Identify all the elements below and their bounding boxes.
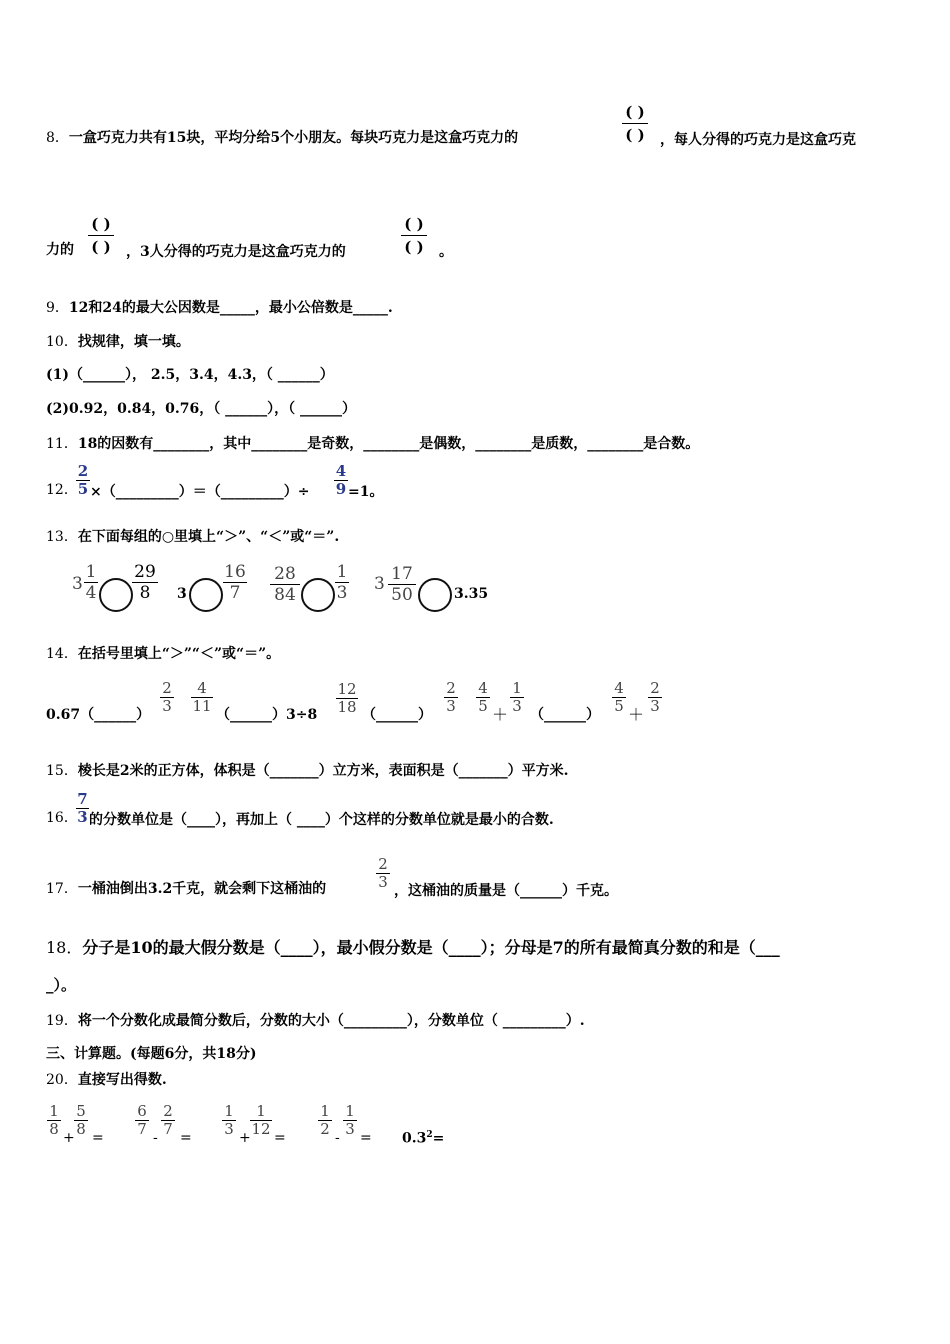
q20-e3-op: + — [239, 1130, 251, 1146]
q8-text-5: 。 — [439, 244, 453, 260]
q20-e3-b-denominator: 12 — [251, 1120, 271, 1138]
q8-line1 — [46, 129, 518, 147]
q20-e3-b-numerator: 1 — [256, 1102, 266, 1120]
q20-e1-equals: = — [92, 1130, 104, 1146]
q14-fraction-3-denominator: 18 — [337, 698, 357, 716]
q8-fraction-blank-2[interactable] — [80, 213, 122, 258]
q20-e2-a-numerator: 6 — [137, 1102, 147, 1120]
q14-group-1: 0.67（______） — [46, 707, 151, 723]
q11-line — [46, 435, 699, 453]
q20-e1-fraction-b — [74, 1103, 88, 1138]
q8-fraction-blank-1-numerator: ( ) — [625, 103, 645, 121]
q12-middle: ×（_________）＝（_________）÷ — [90, 484, 310, 500]
q14-fraction-1-denominator: 3 — [162, 697, 172, 715]
q20-e4-equals: = — [360, 1130, 372, 1146]
q14-fraction-6-numerator: 1 — [512, 679, 522, 697]
q12-fraction-1-denominator: 5 — [77, 480, 89, 498]
q9-number: 9． — [46, 300, 69, 316]
q14-group-2: （______）3÷8 — [216, 707, 318, 723]
q13-c-left-numerator: 28 — [274, 564, 296, 584]
q14-fraction-1 — [160, 680, 174, 715]
q13-compare-circle-3[interactable] — [301, 578, 335, 612]
q17-denominator: 3 — [378, 873, 388, 891]
q16-numerator: 7 — [77, 790, 88, 808]
q15-line — [46, 762, 568, 780]
q20-e2-a-denominator: 7 — [137, 1120, 147, 1138]
q20-e3-fraction-a — [222, 1103, 236, 1138]
q13-b-right-denominator: 7 — [229, 583, 241, 603]
q13-a-right-denominator: 8 — [139, 583, 151, 603]
q13-c-right-denominator: 3 — [336, 583, 348, 603]
q16-number-text: 16． — [46, 810, 78, 826]
q20-e4-a-denominator: 2 — [320, 1120, 330, 1138]
q18-text-1: 分子是10的最大假分数是（____），最小假分数是（____）；分母是7的所有最简真分数的和是（___ — [82, 938, 780, 957]
q11-text: 18的因数有________，其中________是奇数，________是偶数，________是质数，________是合数。 — [77, 436, 700, 452]
q10-pattern-1: (1)（______）， 2.5，3.4，4.3，（ ______） — [46, 367, 334, 383]
q10-pattern-2: (2)0.92，0.84，0.76，（ ______），（ ______） — [46, 401, 357, 417]
q8-fraction-blank-2-denominator: ( ) — [91, 238, 111, 256]
q14-plus-1: ＋ — [492, 705, 509, 724]
q10-title: 找规律，填一填。 — [77, 334, 190, 350]
q14-text: 在括号里填上“＞”“＜”或“＝”。 — [77, 646, 281, 662]
q17-fraction — [376, 856, 390, 891]
q13-d-denominator: 50 — [391, 585, 413, 605]
q13-a-fraction — [84, 562, 98, 603]
q13-b-right-numerator: 16 — [224, 562, 246, 582]
q20-e4-op: - — [335, 1130, 340, 1146]
q13-compare-circle-2[interactable] — [189, 578, 223, 612]
q13-number: 13． — [46, 529, 78, 545]
q14-fraction-3-numerator: 12 — [337, 680, 357, 698]
q13-compare-circle-1[interactable] — [99, 578, 133, 612]
q13-text: 在下面每组的○里填上“＞”、“＜”或“＝”. — [77, 529, 340, 545]
q13-d-right: 3.35 — [454, 586, 489, 602]
q20-line — [46, 1071, 167, 1089]
q20-e4-a-numerator: 1 — [320, 1102, 330, 1120]
q16-number — [46, 809, 78, 827]
q8-fraction-blank-1-denominator: ( ) — [625, 126, 645, 144]
q20-e2-b-numerator: 2 — [163, 1102, 173, 1120]
q14-fraction-2-numerator: 4 — [197, 679, 207, 697]
q20-e1-fraction-a — [47, 1103, 61, 1138]
q14-fraction-8 — [648, 680, 662, 715]
q20-e4-fraction-b — [343, 1103, 357, 1138]
q13-a-right-numerator: 29 — [134, 562, 156, 582]
q11-number: 11． — [46, 436, 78, 452]
q8-text-1: 一盒巧克力共有15块，平均分给5个小朋友。每块巧克力是这盒巧克力的 — [68, 130, 519, 146]
q12-fraction-1-numerator: 2 — [77, 462, 89, 480]
q13-d-numerator: 17 — [391, 564, 413, 584]
q20-e1-b-denominator: 8 — [76, 1120, 86, 1138]
q13-d-fraction — [388, 564, 416, 605]
q9-line — [46, 299, 393, 317]
q16-denominator: 3 — [77, 808, 88, 826]
q17-numerator: 2 — [378, 855, 388, 873]
q16-text: 的分数单位是（____），再加上（ ____）个这样的分数单位就是最小的合数. — [89, 812, 554, 828]
q20-e4-b-denominator: 3 — [345, 1120, 355, 1138]
q8-fraction-blank-2-numerator: ( ) — [91, 215, 111, 233]
q20-e5 — [402, 1130, 444, 1147]
q12-number — [46, 481, 78, 499]
q14-fraction-5-denominator: 5 — [478, 697, 488, 715]
q20-e3-equals: = — [274, 1130, 286, 1146]
q14-fraction-6-denominator: 3 — [512, 697, 522, 715]
q14-fraction-1-numerator: 2 — [162, 679, 172, 697]
q15-number: 15． — [46, 763, 78, 779]
q20-e3-a-denominator: 3 — [224, 1120, 234, 1138]
q20-e2-op: - — [153, 1130, 158, 1146]
q14-fraction-6 — [510, 680, 524, 715]
q9-text: 12和24的最大公因数是_____，最小公倍数是_____. — [68, 300, 393, 316]
q12-number-text: 12． — [46, 482, 78, 498]
q8-text-3: 力的 — [46, 242, 74, 258]
q20-e2-equals: = — [180, 1130, 192, 1146]
q15-text: 棱长是2米的正方体，体积是（_______）立方米，表面积是（_______）平方米. — [77, 763, 569, 779]
q20-e5-base: 0.3 — [402, 1130, 427, 1147]
q20-e5-equals: = — [432, 1130, 445, 1147]
q13-c-left-denominator: 84 — [274, 585, 296, 605]
q12-fraction-1 — [76, 463, 90, 498]
q14-plus-2: ＋ — [628, 705, 645, 724]
section-3-title: 三、计算题。(每题6分，共18分) — [46, 1046, 257, 1062]
q20-e4-b-numerator: 1 — [345, 1102, 355, 1120]
q13-c-right-numerator: 1 — [336, 562, 348, 582]
q13-d-whole: 3 — [374, 574, 385, 594]
q14-fraction-5 — [476, 680, 490, 715]
q18-number: 18． — [46, 938, 83, 957]
q20-e5-exponent: 2 — [426, 1130, 433, 1140]
q17-number: 17． — [46, 881, 78, 897]
q14-fraction-7 — [612, 680, 626, 715]
q17-text-1: 一桶油倒出3.2千克，就会剩下这桶油的 — [77, 881, 327, 897]
q14-line — [46, 645, 280, 663]
q8-fraction-blank-3-numerator: ( ) — [404, 215, 424, 233]
q12-fraction-2-denominator: 9 — [335, 480, 347, 498]
q14-fraction-4-numerator: 2 — [446, 679, 456, 697]
q13-a-whole: 3 — [72, 574, 83, 594]
q20-e2-fraction-a — [135, 1103, 149, 1138]
q20-e3-fraction-b — [250, 1103, 272, 1138]
q20-e3-a-numerator: 1 — [224, 1102, 234, 1120]
q14-fraction-4-denominator: 3 — [446, 697, 456, 715]
q19-number: 19． — [46, 1013, 78, 1029]
q14-fraction-7-numerator: 4 — [614, 679, 624, 697]
q20-e4-fraction-a — [318, 1103, 332, 1138]
q14-fraction-4 — [444, 680, 458, 715]
q8-fraction-blank-3[interactable] — [393, 213, 435, 258]
q18-line — [46, 939, 780, 957]
q14-group-4: （______） — [530, 707, 600, 723]
q20-e1-op: + — [63, 1130, 75, 1146]
q12-end: =1。 — [348, 484, 384, 500]
q20-e2-fraction-b — [161, 1103, 175, 1138]
q8-text-2: ，每人分得的巧克力是这盒巧克 — [660, 132, 856, 148]
q14-fraction-3 — [336, 681, 358, 716]
q18-text-2: _）。 — [46, 976, 77, 994]
q8-number: 8． — [46, 130, 69, 146]
q17-text-2: ，这桶油的质量是（______）千克。 — [394, 883, 618, 899]
q20-e1-b-numerator: 5 — [76, 1102, 86, 1120]
q19-text: 将一个分数化成最简分数后，分数的大小（_________），分数单位（ _________）. — [77, 1013, 585, 1029]
q10-line — [46, 333, 190, 351]
q20-title: 直接写出得数. — [77, 1072, 167, 1088]
q13-c-right-fraction — [335, 562, 349, 603]
q12-fraction-2 — [334, 463, 348, 498]
q13-b-right-fraction — [223, 562, 247, 603]
q14-fraction-8-denominator: 3 — [650, 697, 660, 715]
q8-text-4: ，3人分得的巧克力是这盒巧克力的 — [126, 244, 346, 260]
q14-fraction-2-denominator: 11 — [192, 697, 212, 715]
q8-fraction-blank-1[interactable] — [614, 101, 656, 146]
q14-fraction-7-denominator: 5 — [614, 697, 624, 715]
q20-e1-a-numerator: 1 — [49, 1102, 59, 1120]
q17-line — [46, 880, 326, 898]
q12-fraction-2-numerator: 4 — [335, 462, 347, 480]
q8-fraction-blank-3-denominator: ( ) — [404, 238, 424, 256]
q20-e2-b-denominator: 7 — [163, 1120, 173, 1138]
q14-fraction-8-numerator: 2 — [650, 679, 660, 697]
q14-fraction-5-numerator: 4 — [478, 679, 488, 697]
q13-c-left-fraction — [270, 564, 300, 605]
q13-a-numerator: 1 — [85, 562, 97, 582]
q13-line — [46, 528, 339, 546]
q20-e1-a-denominator: 8 — [49, 1120, 59, 1138]
q19-line — [46, 1012, 585, 1030]
q13-compare-circle-4[interactable] — [418, 578, 452, 612]
q10-number: 10． — [46, 334, 78, 350]
q13-a-denominator: 4 — [85, 583, 97, 603]
q14-fraction-2 — [191, 680, 213, 715]
q16-fraction — [76, 791, 89, 826]
q14-number: 14． — [46, 646, 78, 662]
q20-number: 20． — [46, 1072, 78, 1088]
q13-b-left: 3 — [177, 586, 187, 602]
q14-group-3: （______） — [362, 707, 432, 723]
q13-a-right-fraction — [132, 562, 158, 603]
